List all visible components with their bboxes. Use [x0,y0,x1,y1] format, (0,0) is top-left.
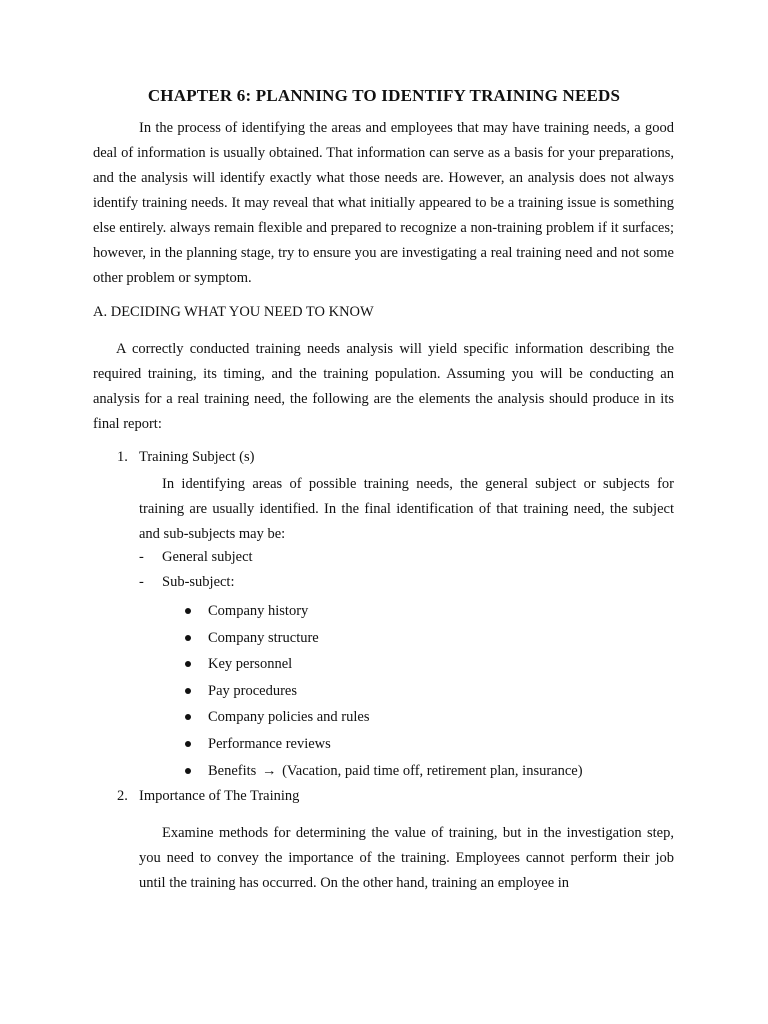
chapter-title: CHAPTER 6: PLANNING TO IDENTIFY TRAINING NEEDS [147,86,621,105]
dash-marker: - [139,574,144,590]
intro-paragraph: In the process of identifying the areas and employees that may have training needs, a good deal of information is usually obtained. That information can serve as a basis for your preparations, and the analysis will identify exactly what those needs are. However, an analysis does not always identify training needs. It may reveal that what initially appeared to be a training issue is something else entirely. always remain flexible and prepared to recognize a non-training problem if it surfaces; however, in the planning stage, try to ensure you are investigating a real training need and not some other problem or symptom. [93,120,674,286]
section-a-heading: A. DECIDING WHAT YOU NEED TO KNOW [93,304,374,320]
item-1-paragraph: In identifying areas of possible training needs, the general subject or subjects for training are usually identified. In the final identification of that training need, the subject and sub-subjects may be: [139,476,674,542]
item-number: 2. [117,788,128,804]
document-page: CHAPTER 6: PLANNING TO IDENTIFY TRAINING NEEDS In the process of identifying the areas and employees that may have training needs, a good deal of information is usually obtained. That information can serve as a basis for your preparations, and the analysis will identify exactly what those needs are. However, an analysis does not always identify training needs. It may reveal that what initially appeared to be a training issue is something else entirely. always remain flexible and prepared to recognize a non-training problem if it surfaces; however, in the planning stage, try to ensure you are investigating a real training need and not some other problem or symptom. A. DECIDING WHAT YOU NEED TO KNOW A correctly conducted training needs analysis will yield specific information describing the required training, its timing, and the training population. Assuming you will be conducting an analysis for a real training need, the following are the elements the analysis should produce in its final report: 1. Training Subject (s) In identifying areas of possible training needs, the general subject or subjects for training are usually identified. In the final identification of that training need, the subject and sub-subjects may be: - General subject - Sub-subject: Company history Company structure Key personnel Pay procedures Company policies and rules Performance reviews Benefits → (Vacation, paid time off, retirement plan, insurance) 2. Importance of The Training Examine methods for determining the value of training, but in the investigation step, you need to convey the importance of the training. Employees cannot perform their job until the training has occurred. On the other hand, training an employee in [0,0,768,1024]
item-title: Importance of The Training [139,788,300,804]
item-2-paragraph: Examine methods for determining the value of training, but in the investigation step, you need to convey the importance of the training. Employees cannot perform their job until the training has occurred. On the other hand, training an employee in [139,825,674,891]
benefits-label: Benefits [208,762,257,779]
dash-marker: - [139,549,144,565]
bullet-icon [185,661,191,667]
bullet-icon [185,714,191,720]
section-a-paragraph: A correctly conducted training needs analysis will yield specific information describing the required training, its timing, and the training population. Assuming you will be conducting an analysis for a real training need, the following are the elements the analysis should produce in its final report: [93,341,674,432]
bullet-icon [185,608,191,614]
bullet-icon [185,635,191,641]
bullet-icon [185,768,191,774]
dash-text: General subject [162,549,253,565]
bullet-icon [185,688,191,694]
dash-text: Sub-subject: [162,574,235,590]
bullet-icon [185,741,191,747]
item-title: Training Subject (s) [139,449,255,465]
benefits-detail: (Vacation, paid time off, retirement plan, insurance) [282,762,583,779]
item-number: 1. [117,449,128,465]
right-arrow-icon: → [261,762,277,779]
